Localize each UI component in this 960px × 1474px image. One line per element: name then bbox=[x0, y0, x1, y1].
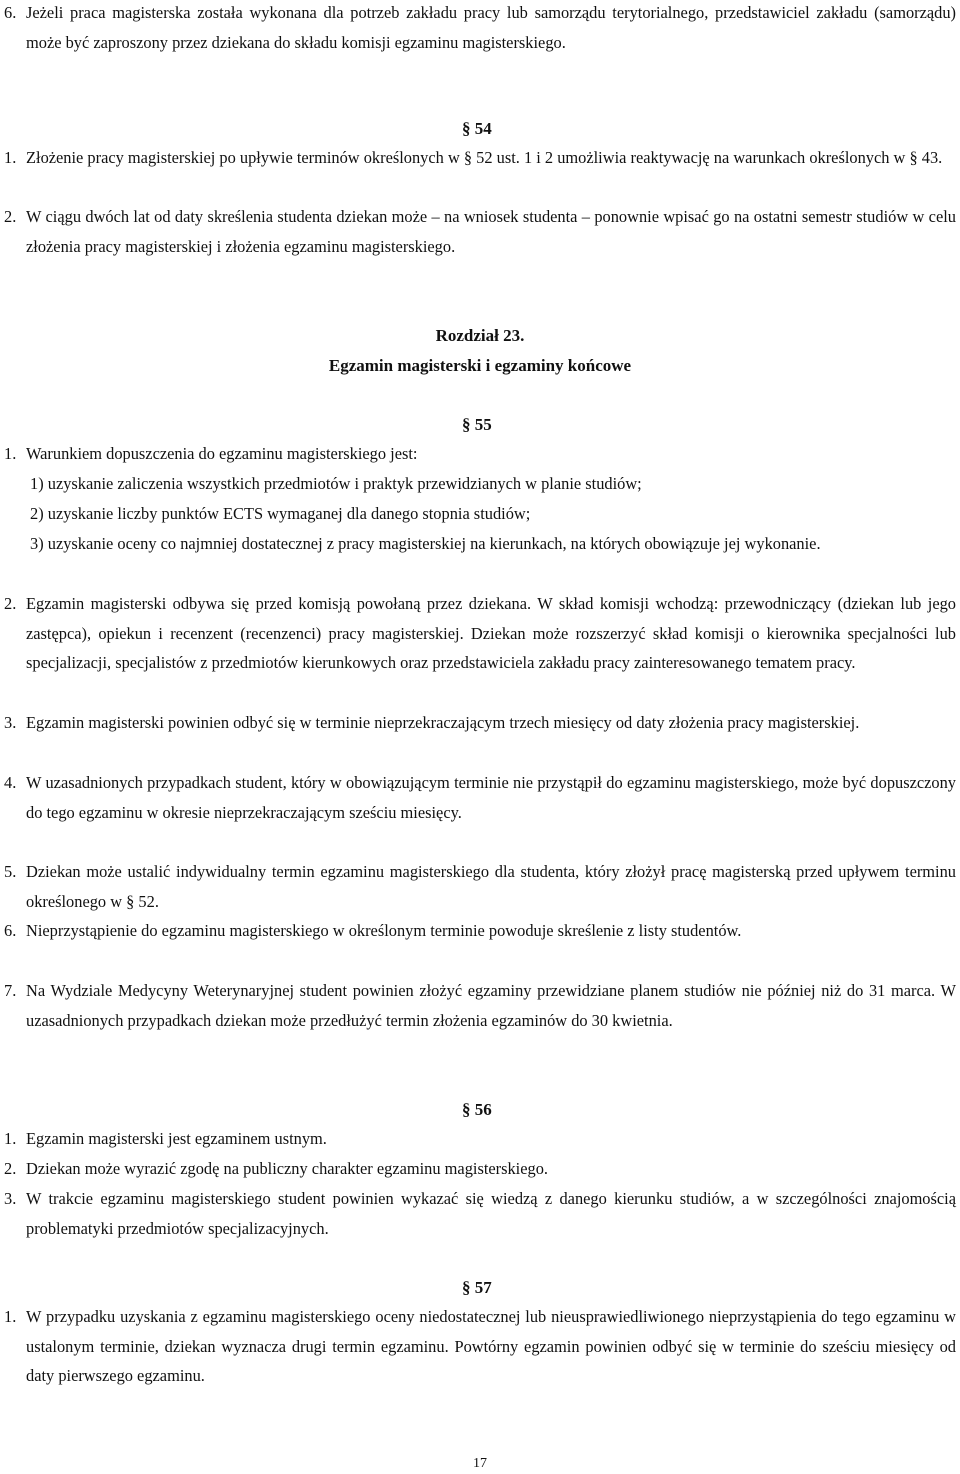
item-number: 2. bbox=[4, 1159, 17, 1178]
paragraph-55-2 bbox=[0, 589, 960, 678]
item-text: Dziekan może ustalić indywidualny termin egzaminu magisterskiego dla studenta, który złożył pracę magisterską przed upływem terminu określonego w § 52. bbox=[26, 862, 956, 911]
item-number: 2. bbox=[4, 594, 17, 613]
section-heading-55: § 55 bbox=[462, 415, 492, 434]
paragraph-53-6 bbox=[0, 0, 960, 57]
paragraph-54-1 bbox=[0, 143, 960, 173]
item-text: 3) uzyskanie oceny co najmniej dostatecznej z pracy magisterskiej na kierunkach, na których obowiązuje jej wykonanie. bbox=[30, 534, 821, 553]
paragraph-56-3 bbox=[0, 1184, 960, 1243]
section-heading-56: § 56 bbox=[462, 1100, 492, 1119]
section-heading-57: § 57 bbox=[462, 1278, 492, 1297]
chapter-number: Rozdział 23. bbox=[435, 326, 525, 345]
item-number: 5. bbox=[4, 862, 17, 881]
item-text: Na Wydziale Medycyny Weterynaryjnej student powinien złożyć egzaminy przewidziane planem studiów nie później niż do 31 marca. W uzasadnionych przypadkach dziekan może przedłużyć termin złożenia egzaminów do 30 kwietnia. bbox=[26, 981, 956, 1030]
item-number: 1. bbox=[4, 148, 17, 167]
paragraph-55-6 bbox=[0, 916, 960, 946]
item-text: Egzamin magisterski odbywa się przed komisją powołaną przez dziekana. W skład komisji wchodzą: przewodniczący (dziekan lub jego zastępca), opiekun i recenzent (recenzenci) pracy magisterskiej. Dziekan może rozszerzyć skład komisji o kierownika specjalności lub specjalizacji, specjalistów z przedmiotów kierunkowych oraz przedstawiciela zakładu pracy zainteresowanego tematem pracy. bbox=[26, 594, 956, 673]
paragraph-55-3 bbox=[0, 708, 960, 738]
section-heading-54: § 54 bbox=[462, 119, 492, 138]
item-text: Egzamin magisterski jest egzaminem ustnym. bbox=[26, 1129, 327, 1148]
item-number: 2. bbox=[4, 207, 17, 226]
item-text: Warunkiem dopuszczenia do egzaminu magisterskiego jest: bbox=[26, 444, 418, 463]
item-text: W uzasadnionych przypadkach student, który w obowiązującym terminie nie przystąpił do egzaminu magisterskiego, może być dopuszczony do tego egzaminu w okresie nieprzekraczającym sześciu miesięcy. bbox=[26, 773, 956, 822]
item-number: 3. bbox=[4, 713, 17, 732]
item-number: 1. bbox=[4, 1129, 17, 1148]
item-number: 4. bbox=[4, 773, 17, 792]
item-text: W przypadku uzyskania z egzaminu magisterskiego oceny niedostatecznej lub nieusprawiedliwionego nieprzystąpienia do tego egzaminu w ustalonym terminie, dziekan wyznacza drugi termin egzaminu. Powtórny egzamin powinien odbyć się w terminie do sześciu miesięcy od daty pierwszego egzaminu. bbox=[26, 1307, 956, 1386]
chapter-title: Egzamin magisterski i egzaminy końcowe bbox=[328, 356, 632, 375]
item-text: Nieprzystąpienie do egzaminu magisterskiego w określonym terminie powoduje skreślenie z listy studentów. bbox=[26, 921, 742, 940]
item-number: 3. bbox=[4, 1189, 17, 1208]
paragraph-55-7 bbox=[0, 976, 960, 1035]
item-number: 1. bbox=[4, 444, 17, 463]
item-text: Egzamin magisterski powinien odbyć się w terminie nieprzekraczającym trzech miesięcy od daty złożenia pracy magisterskiej. bbox=[26, 713, 860, 732]
paragraph-56-1 bbox=[0, 1124, 960, 1154]
list-item-55-1-2 bbox=[0, 499, 960, 529]
paragraph-57-1 bbox=[0, 1302, 960, 1391]
item-text: Dziekan może wyrazić zgodę na publiczny charakter egzaminu magisterskiego. bbox=[26, 1159, 548, 1178]
item-text: 1) uzyskanie zaliczenia wszystkich przedmiotów i praktyk przewidzianych w planie studiów; bbox=[30, 474, 642, 493]
item-text: Złożenie pracy magisterskiej po upływie terminów określonych w § 52 ust. 1 i 2 umożliwia reaktywację na warunkach określonych w § 43. bbox=[26, 148, 943, 167]
paragraph-55-1 bbox=[0, 439, 960, 469]
item-text: 2) uzyskanie liczby punktów ECTS wymaganej dla danego stopnia studiów; bbox=[30, 504, 531, 523]
item-text: W ciągu dwóch lat od daty skreślenia studenta dziekan może – na wniosek studenta – ponownie wpisać go na ostatni semestr studiów w celu złożenia pracy magisterskiej i złożenia egzaminu magisterskiego. bbox=[26, 207, 956, 256]
paragraph-55-4 bbox=[0, 768, 960, 827]
list-item-55-1-3 bbox=[0, 529, 960, 559]
page-number: 17 bbox=[473, 1456, 487, 1471]
paragraph-55-5 bbox=[0, 857, 960, 916]
item-text: Jeżeli praca magisterska została wykonana dla potrzeb zakładu pracy lub samorządu terytorialnego, przedstawiciel zakładu (samorządu) może być zaproszony przez dziekana do składu komisji egzaminu magisterskiego. bbox=[26, 3, 956, 52]
item-text: W trakcie egzaminu magisterskiego student powinien wykazać się wiedzą z danego kierunku studiów, a w szczególności znajomością problematyki przedmiotów specjalizacyjnych. bbox=[26, 1189, 956, 1238]
item-number: 1. bbox=[4, 1307, 17, 1326]
paragraph-54-2 bbox=[0, 202, 960, 261]
item-number: 6. bbox=[4, 3, 17, 22]
item-number: 6. bbox=[4, 921, 17, 940]
item-number: 7. bbox=[4, 981, 17, 1000]
list-item-55-1-1 bbox=[0, 469, 960, 499]
paragraph-56-2 bbox=[0, 1154, 960, 1184]
